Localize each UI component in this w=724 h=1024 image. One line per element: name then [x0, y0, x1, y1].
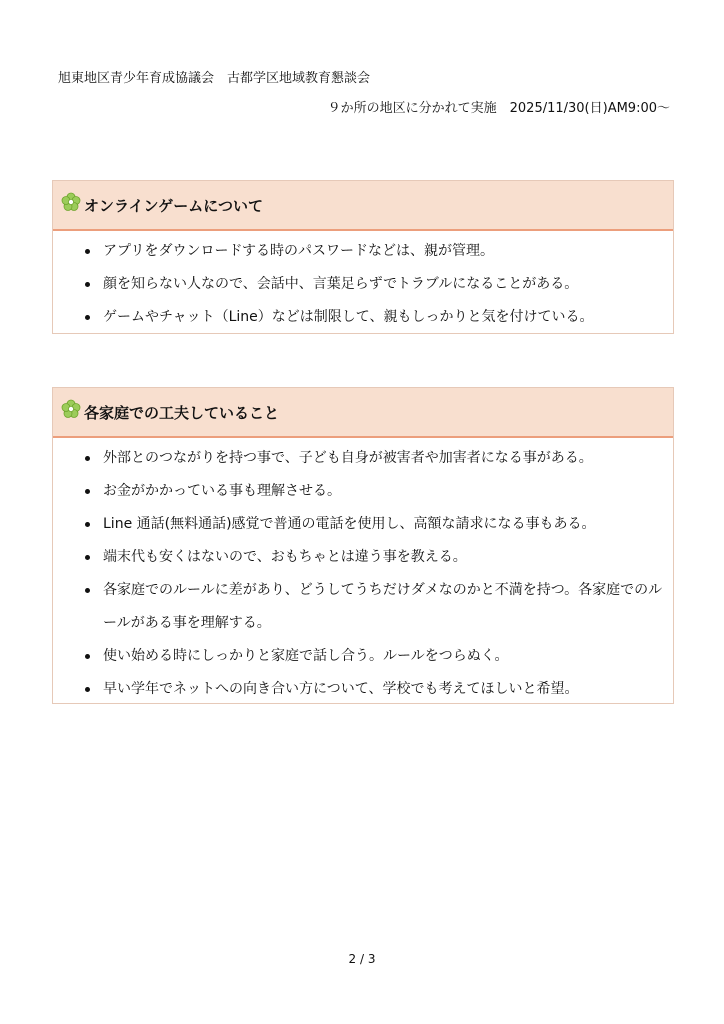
- date-line: ９か所の地区に分かれて実施 2025/11/30(日)AM9:00～: [327, 101, 670, 116]
- bullet-list: [53, 231, 673, 334]
- section-online-games: [52, 180, 674, 334]
- section-header: [53, 181, 673, 231]
- list-item: 端末代も安くはないので、おもちゃとは違う事を教える。: [53, 541, 673, 574]
- list-item: 外部とのつながりを持つ事で、子ども自身が被害者や加害者になる事がある。: [53, 442, 673, 475]
- list-item: 早い学年でネットへの向き合い方について、学校でも考えてほしいと希望。: [53, 673, 673, 706]
- flower-icon: [61, 192, 81, 212]
- bullet-list: [53, 438, 673, 706]
- list-item: 各家庭でのルールに差があり、どうしてうちだけダメなのかと不満を持つ。各家庭でのルールがある事を理解する。: [53, 574, 673, 640]
- list-item: お金がかかっている事も理解させる。: [53, 475, 673, 508]
- section-title: オンラインゲームについて: [84, 196, 263, 215]
- list-item: アプリをダウンロードする時のパスワードなどは、親が管理。: [53, 235, 673, 268]
- list-item: 顔を知らない人なので、会話中、言葉足らずでトラブルになることがある。: [53, 268, 673, 301]
- list-item: ゲームやチャット（Line）などは制限して、親もしっかりと気を付けている。: [53, 301, 673, 334]
- section-title: 各家庭での工夫していること: [84, 403, 280, 422]
- list-item: 使い始める時にしっかりと家庭で話し合う。ルールをつらぬく。: [53, 640, 673, 673]
- flower-icon: [61, 399, 81, 419]
- section-household-measures: [52, 387, 674, 704]
- organization-line: 旭東地区青少年育成協議会 古都学区地域教育懇談会: [58, 71, 371, 86]
- page-number: 2 / 3: [348, 952, 376, 966]
- section-header: [53, 388, 673, 438]
- list-item: Line 通話(無料通話)感覚で普通の電話を使用し、高額な請求になる事もある。: [53, 508, 673, 541]
